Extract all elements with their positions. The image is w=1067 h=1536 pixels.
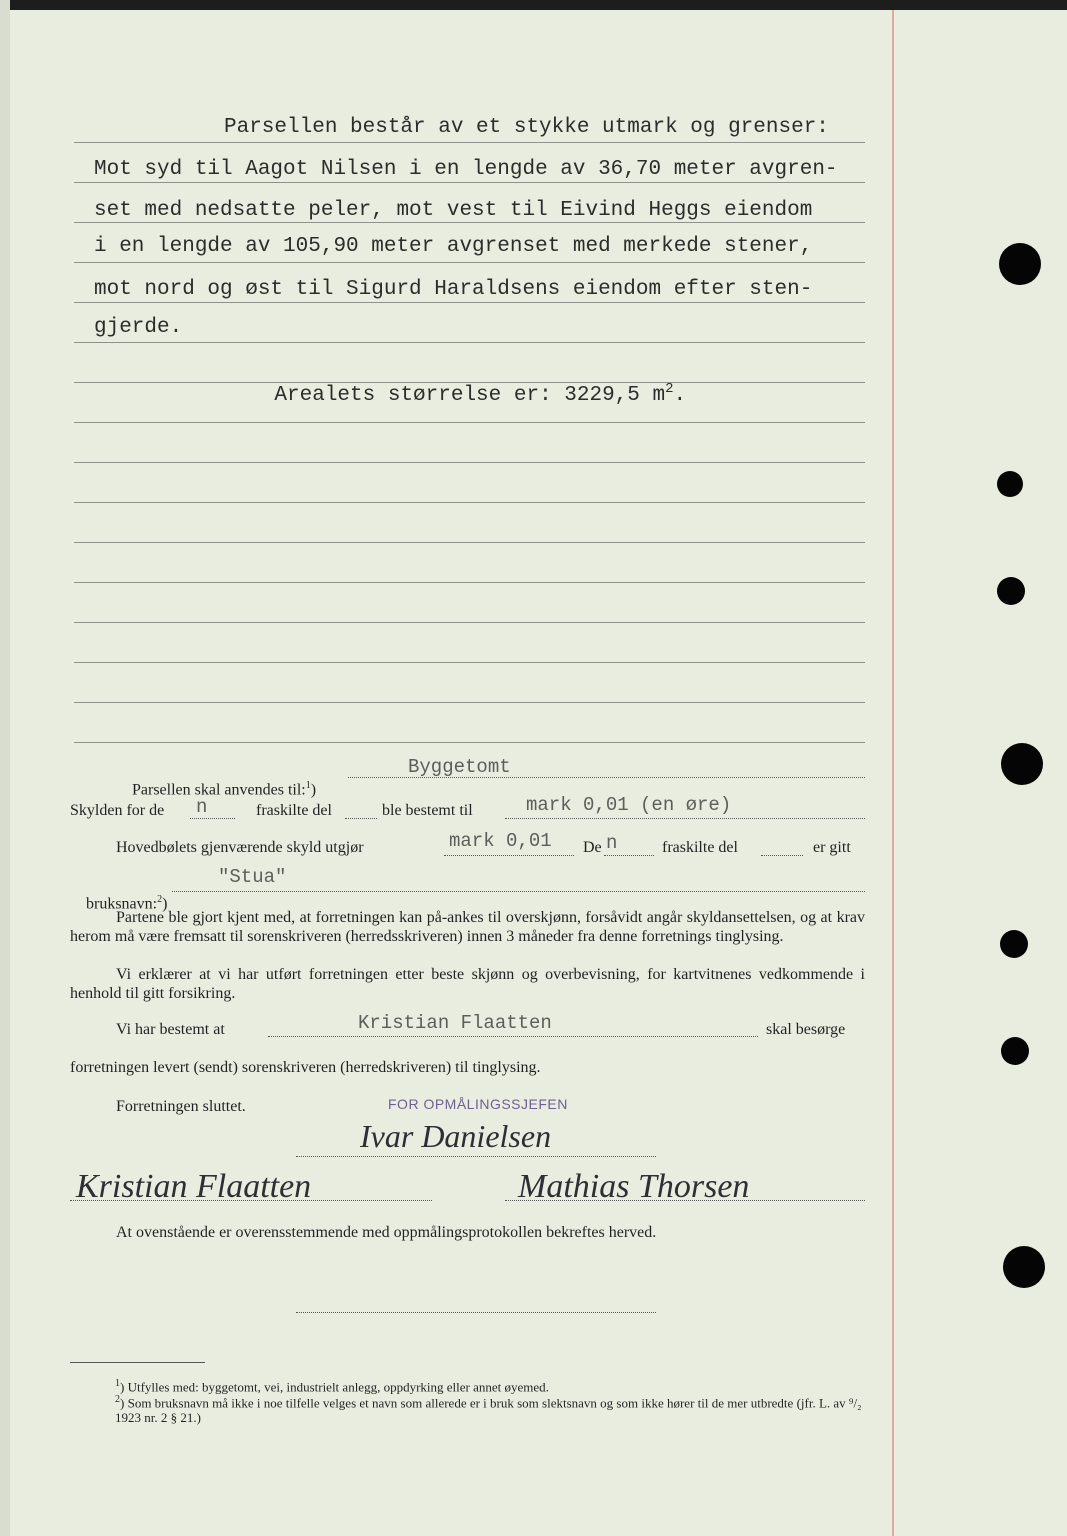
signature-right-line xyxy=(505,1200,865,1201)
ruled-line xyxy=(74,742,865,743)
hoved-label-b: De xyxy=(583,839,602,856)
skyld-fill-n: n xyxy=(196,796,208,818)
description-line: gjerde. xyxy=(94,316,183,339)
hoved-dotted-value xyxy=(444,855,574,856)
declaration-paragraph: Vi erklærer at vi har utført forretningen etter beste skjønn og overbevisning, for kartvitnenes vedkommende i henhold til gitt forsikring. xyxy=(70,966,865,1002)
besorge-label: skal besørge xyxy=(766,1021,846,1038)
hoved-value: mark 0,01 xyxy=(449,830,552,852)
ruled-line xyxy=(74,702,865,703)
punch-hole xyxy=(1001,1037,1029,1065)
footnote-1: $^1$) Utfylles med: byggetomt, vei, industrielt anlegg, oppdyrking eller annet øyemed. xyxy=(115,1378,549,1395)
bestemt-label: Vi har bestemt at xyxy=(116,1021,225,1038)
signature-right: Mathias Thorsen xyxy=(518,1168,750,1205)
punch-hole xyxy=(1000,930,1028,958)
certification-signature-line xyxy=(296,1312,656,1313)
hoved-dotted-n xyxy=(604,855,654,856)
punch-hole xyxy=(1003,1246,1045,1288)
skyld-label-a: Skylden for de xyxy=(70,802,165,819)
area-text: Arealets størrelse er: 3229,5 m xyxy=(274,384,666,407)
description-line: mot nord og øst til Sigurd Haraldsens eiendom efter sten- xyxy=(94,278,813,301)
skyld-label-b: fraskilte del xyxy=(256,802,332,819)
use-value: Byggetomt xyxy=(408,756,511,778)
footnote-2: $^2$) Som bruksnavn må ikke i noe tilfelle velges et navn som allerede er i bruk som slektsnavn og som ikke hører til de mer utbredte (jfr. L. av ⁹/₂ 1923 nr. 2 § 21.) xyxy=(115,1394,862,1426)
signature-top-line xyxy=(296,1156,656,1157)
ruled-line xyxy=(74,342,865,343)
bestemt-dotted-line xyxy=(268,1036,758,1037)
ruled-line xyxy=(74,462,865,463)
signature-left: Kristian Flaatten xyxy=(76,1168,312,1205)
area-size xyxy=(224,358,686,430)
certification-text: At ovenstående er overensstemmende med oppmålingsprotokollen bekreftes herved. xyxy=(116,1224,657,1241)
hoved-label-d: er gitt xyxy=(813,839,851,856)
hoved-label-c: fraskilte del xyxy=(662,839,738,856)
punch-hole xyxy=(1001,743,1043,785)
ruled-line xyxy=(74,582,865,583)
area-period: . xyxy=(673,384,687,407)
area-superscript: 2 xyxy=(665,381,674,397)
hoved-fill-n: n xyxy=(606,832,618,854)
ruled-line xyxy=(74,222,865,223)
hoved-label-a: Hovedbølets gjenværende skyld utgjør xyxy=(116,839,364,856)
description-line: set med nedsatte peler, mot vest til Eivind Heggs eiendom xyxy=(94,199,813,222)
skyld-dotted-mid xyxy=(345,818,377,819)
scan-top-edge xyxy=(0,0,1067,10)
skyld-dotted-n xyxy=(190,818,235,819)
hoved-dotted-end xyxy=(761,855,803,856)
footnote-separator xyxy=(70,1362,205,1363)
ruled-line xyxy=(74,662,865,663)
bruks-dotted-line xyxy=(172,891,865,892)
punch-hole xyxy=(997,577,1025,605)
bestemt-value: Kristian Flaatten xyxy=(358,1012,552,1034)
bruks-label: bruksnavn:$^2$) xyxy=(86,894,168,913)
ruled-line xyxy=(74,302,865,303)
bruks-value: "Stua" xyxy=(218,866,287,888)
appeal-paragraph: Partene ble gjort kjent med, at forretningen kan på-ankes til overskjønn, forsåvidt angår skyldansettelsen, og at krav herom må være fremsatt til sorenskriveren (herredsskriveren) innen 3 måneder fra denne forretnings tinglysing. xyxy=(70,909,865,945)
skyld-label-c: ble bestemt til xyxy=(382,802,473,819)
punch-hole xyxy=(997,471,1023,497)
ruled-line xyxy=(74,262,865,263)
signature-left-line xyxy=(70,1200,432,1201)
ruled-line xyxy=(74,542,865,543)
ruled-line xyxy=(74,502,865,503)
ruled-line xyxy=(74,182,865,183)
ruled-line xyxy=(74,142,865,143)
use-label: Parsellen skal anvendes til:$^1$) xyxy=(132,780,317,799)
description-line: Mot syd til Aagot Nilsen i en lengde av 36,70 meter avgren- xyxy=(94,158,838,181)
skyld-value: mark 0,01 (en øre) xyxy=(526,794,732,816)
description-line: Parsellen består av et stykke utmark og grenser: xyxy=(224,116,829,139)
punch-hole xyxy=(999,243,1041,285)
signature-top: Ivar Danielsen xyxy=(360,1118,552,1154)
scan-left-edge xyxy=(0,0,10,1536)
margin-line xyxy=(892,10,894,1536)
ruled-line xyxy=(74,622,865,623)
skyld-dotted-value xyxy=(505,818,865,819)
sluttet-text: Forretningen sluttet. xyxy=(116,1098,246,1115)
description-line: i en lengde av 105,90 meter avgrenset med merkede stener, xyxy=(94,235,813,258)
stamp: FOR OPMÅLINGSSJEFEN xyxy=(388,1096,568,1112)
levert-text: forretningen levert (sendt) sorenskriveren (herredskriveren) til tinglysing. xyxy=(70,1059,541,1076)
